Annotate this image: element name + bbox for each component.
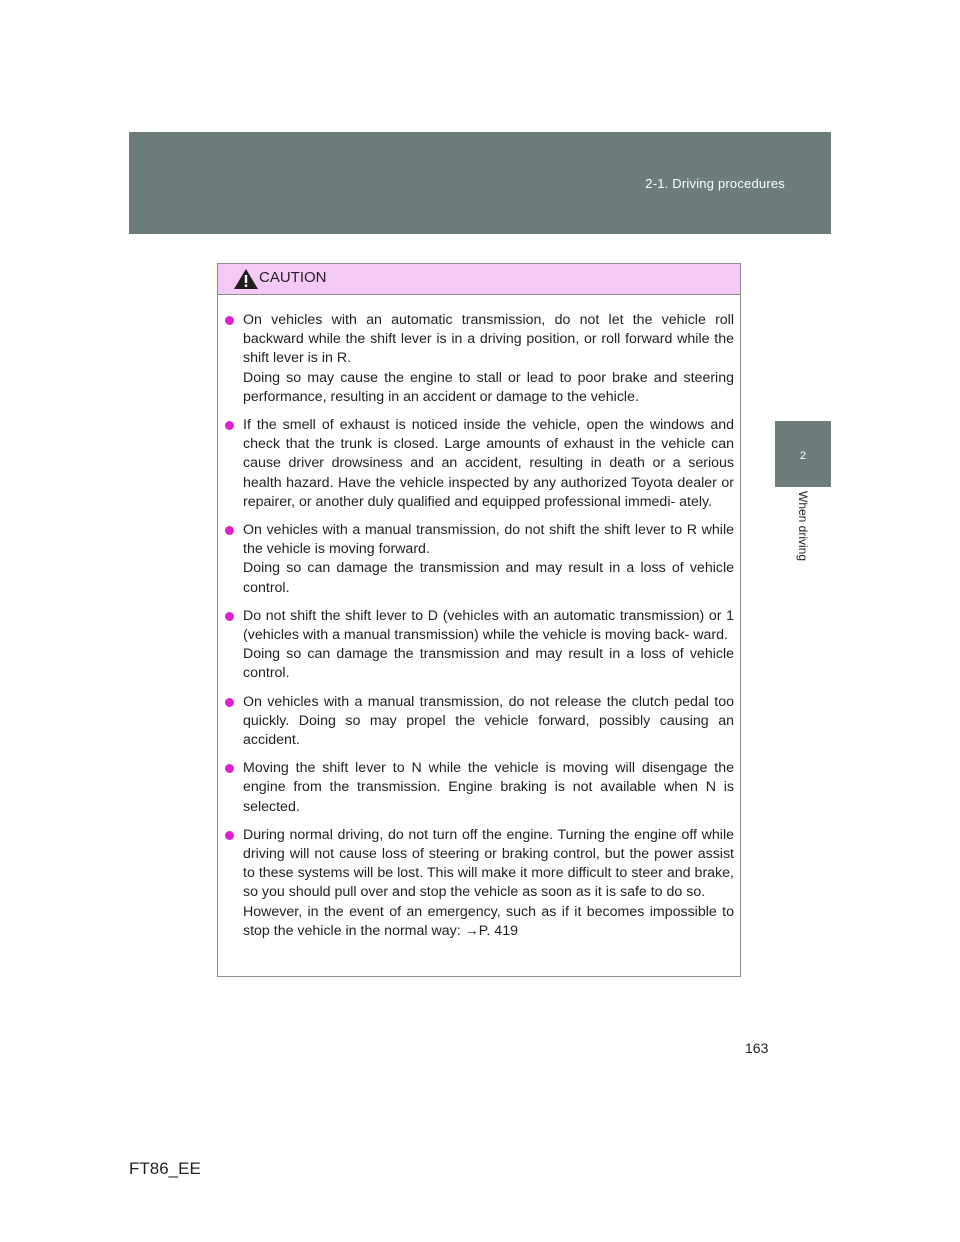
caution-item [225, 416, 734, 512]
caution-item [225, 759, 734, 817]
document-code: FT86_EE [129, 1159, 201, 1178]
bullet-icon [225, 831, 234, 840]
bullet-icon [225, 612, 234, 621]
bullet-icon [225, 698, 234, 707]
caution-item [225, 311, 734, 407]
caution-paragraph: Doing so may cause the engine to stall or lead to poor brake and steering performance, resulting in an accident or damage to the vehicle. [243, 369, 734, 405]
chapter-label-container [774, 487, 832, 597]
caution-paragraph: On vehicles with an automatic transmission, do not let the vehicle roll backward while the shift lever is in a driving position, or roll forward while the shift lever is in R. [243, 312, 734, 367]
caution-item [225, 521, 734, 598]
caution-paragraph: Doing so can damage the transmission and may result in a loss of vehicle control. [243, 560, 734, 596]
chapter-number: 2 [799, 450, 807, 462]
warning-triangle-icon [233, 268, 259, 290]
caution-header [218, 264, 740, 295]
caution-paragraph: Moving the shift lever to N while the vehicle is moving will disengage the engine from the transmission. Engine braking is not available when N is selected. [243, 760, 734, 815]
bullet-icon [225, 526, 234, 535]
caution-paragraph: On vehicles with a manual transmission, do not release the clutch pedal too quickly. Doing so may propel the vehicle forward, possibly causing an accident. [243, 693, 734, 749]
caution-paragraph: Do not shift the shift lever to D (vehicles with an automatic transmission) or 1 (vehicles with a manual transmission) while the vehicle is moving back- ward. [243, 607, 734, 644]
chapter-tab[interactable] [775, 421, 831, 487]
caution-paragraph: On vehicles with a manual transmission, do not shift the shift lever to R while the vehicle is moving forward. [243, 522, 734, 558]
caution-item [225, 607, 734, 684]
chapter-header-band [129, 132, 831, 234]
caution-item [225, 693, 734, 751]
bullet-icon [225, 316, 234, 325]
bullet-icon [225, 764, 234, 773]
caution-title: CAUTION [259, 269, 327, 286]
page-number: 163 [745, 1040, 769, 1056]
chapter-label: When driving [796, 491, 810, 562]
caution-paragraph: Doing so can damage the transmission and may result in a loss of vehicle control. [243, 646, 734, 682]
section-title: 2-1. Driving procedures [645, 176, 785, 191]
caution-item [225, 826, 734, 941]
caution-paragraph: However, in the event of an emergency, such as if it becomes impossible to stop the vehicle in the normal way: →P. 419 [243, 903, 734, 939]
bullet-icon [225, 421, 234, 430]
caution-list [218, 295, 740, 941]
caution-paragraph: During normal driving, do not turn off the engine. Turning the engine off while driving will not cause loss of steering or braking control, but the power assist to these systems will be lost. This will make it more difficult to steer and brake, so you should pull over and stop the vehicle as soon as it is safe to do so. [243, 826, 734, 901]
caution-paragraph: If the smell of exhaust is noticed inside the vehicle, open the windows and check that the trunk is closed. Large amounts of exhaust in the vehicle can cause driver drowsiness and an accident, resulting in death or a serious health hazard. Have the vehicle inspected by any authorized Toyota dealer or repairer, or another duly qualified and equipped professional immedi- ately. [243, 417, 734, 510]
caution-box [217, 263, 741, 977]
